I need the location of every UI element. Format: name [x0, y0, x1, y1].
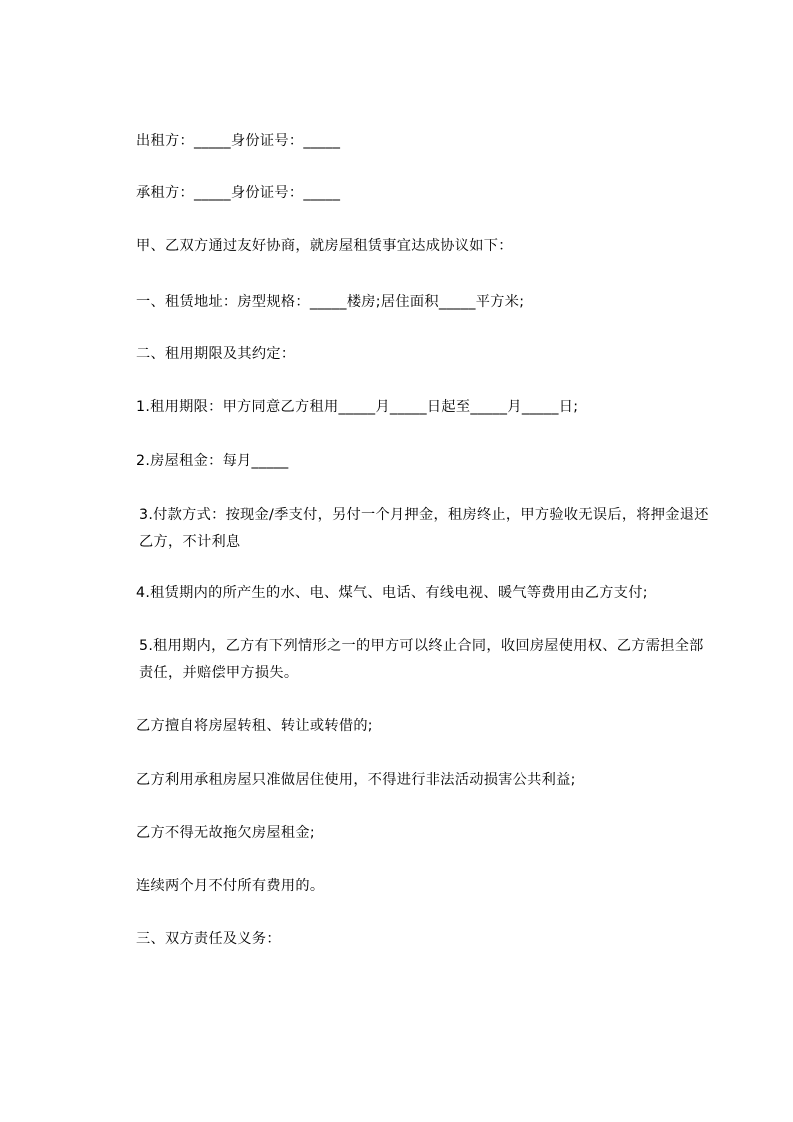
- condition-rent-arrears: 乙方不得无故拖欠房屋租金;: [136, 825, 315, 841]
- clause-5-termination: 5.租用期内，乙方有下列情形之一的甲方可以终止合同，收回房屋使用权、乙方需担全部责任，并赔偿甲方损失。: [139, 638, 704, 681]
- section-2-heading: 二、租用期限及其约定：: [136, 346, 296, 362]
- condition-unpaid-fees: 连续两个月不付所有费用的。: [136, 878, 325, 894]
- condition-sublet: 乙方擅自将房屋转租、转让或转借的;: [136, 718, 373, 734]
- section-1-address: 一、租赁地址：房型规格：_____楼房;居住面积_____平方米;: [136, 294, 525, 310]
- clause-1-term: 1.租用期限：甲方同意乙方租用_____月_____日起至_____月_____日;: [136, 399, 579, 415]
- agreement-intro: 甲、乙双方通过友好协商，就房屋租赁事宜达成协议如下：: [136, 238, 513, 254]
- clause-3-payment: 3.付款方式：按现金/季支付，另付一个月押金，租房终止，甲方验收无误后，将押金退还乙方，不计利息: [139, 507, 709, 550]
- lessor-line: 出租方：_____身份证号：_____: [136, 133, 341, 149]
- clause-4-utilities: 4.租赁期内的所产生的水、电、煤气、电话、有线电视、暖气等费用由乙方支付;: [136, 585, 648, 601]
- lessee-line: 承租方：_____身份证号：_____: [136, 185, 341, 201]
- condition-residential-use: 乙方利用承租房屋只准做居住使用，不得进行非法活动损害公共利益;: [136, 772, 576, 788]
- clause-2-rent: 2.房屋租金：每月_____: [136, 453, 289, 469]
- section-3-heading: 三、双方责任及义务：: [136, 931, 281, 947]
